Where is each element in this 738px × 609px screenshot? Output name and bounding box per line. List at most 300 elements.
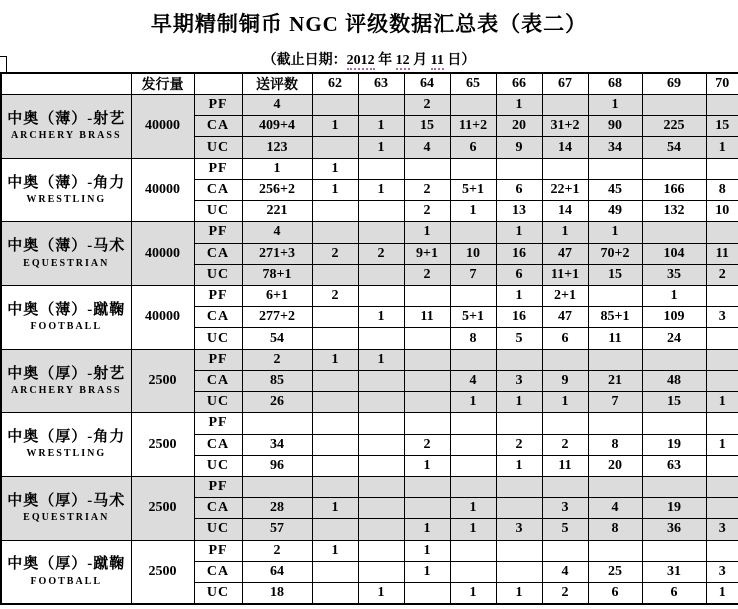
grade-cell bbox=[312, 137, 358, 158]
row-type-cell: PF bbox=[194, 540, 242, 561]
submitted-cell: 277+2 bbox=[242, 307, 312, 328]
grade-cell bbox=[312, 476, 358, 497]
grade-cell bbox=[450, 561, 496, 582]
grade-cell: 24 bbox=[642, 328, 706, 349]
grade-cell: 70+2 bbox=[588, 243, 642, 264]
grade-cell: 2 bbox=[404, 201, 450, 222]
subtitle-label: （截止日期： bbox=[262, 53, 347, 68]
grade-cell: 6 bbox=[642, 583, 706, 604]
grade-cell: 6 bbox=[450, 137, 496, 158]
grade-cell bbox=[312, 95, 358, 116]
page-subtitle: （截止日期：2012 年 12 月 11 日） bbox=[262, 53, 476, 68]
group-name-cell bbox=[1, 349, 131, 413]
grade-cell bbox=[450, 95, 496, 116]
grade-cell: 63 bbox=[642, 455, 706, 476]
group-name-cell bbox=[1, 413, 131, 477]
grade-cell bbox=[312, 370, 358, 391]
grade-cell bbox=[450, 413, 496, 434]
grade-cell bbox=[706, 328, 738, 349]
grade-cell bbox=[312, 434, 358, 455]
grade-cell: 2+1 bbox=[542, 285, 588, 306]
grade-cell bbox=[358, 95, 404, 116]
grade-cell bbox=[404, 370, 450, 391]
group-name-en: ARCHERY BRASS bbox=[10, 130, 122, 142]
grade-cell bbox=[450, 285, 496, 306]
grade-cell bbox=[706, 95, 738, 116]
submitted-cell: 57 bbox=[242, 519, 312, 540]
grade-cell bbox=[312, 201, 358, 222]
row-type-cell: CA bbox=[194, 243, 242, 264]
grade-cell bbox=[706, 222, 738, 243]
grade-cell bbox=[496, 158, 542, 179]
grade-cell: 9+1 bbox=[404, 243, 450, 264]
grade-cell bbox=[542, 413, 588, 434]
grade-cell: 1 bbox=[312, 179, 358, 200]
header-grade-63: 63 bbox=[358, 73, 404, 95]
grade-cell: 1 bbox=[450, 201, 496, 222]
grade-cell: 49 bbox=[588, 201, 642, 222]
grade-cell: 1 bbox=[496, 583, 542, 604]
submitted-cell: 18 bbox=[242, 583, 312, 604]
grade-cell: 54 bbox=[642, 137, 706, 158]
group-name-cell bbox=[1, 222, 131, 286]
grade-cell bbox=[706, 158, 738, 179]
submitted-cell: 4 bbox=[242, 95, 312, 116]
grade-cell: 1 bbox=[404, 455, 450, 476]
issuance-cell: 40000 bbox=[131, 95, 194, 159]
row-type-cell: PF bbox=[194, 158, 242, 179]
grade-cell: 3 bbox=[706, 519, 738, 540]
grade-cell: 1 bbox=[404, 561, 450, 582]
grade-cell: 35 bbox=[642, 264, 706, 285]
row-type-cell: PF bbox=[194, 285, 242, 306]
grade-cell bbox=[496, 540, 542, 561]
grade-cell: 1 bbox=[706, 137, 738, 158]
row-type-cell: UC bbox=[194, 264, 242, 285]
header-grade-69: 69 bbox=[642, 73, 706, 95]
grade-cell: 1 bbox=[496, 222, 542, 243]
grade-cell bbox=[358, 222, 404, 243]
grade-cell bbox=[706, 349, 738, 370]
grade-cell bbox=[358, 498, 404, 519]
grade-cell bbox=[542, 95, 588, 116]
grade-cell: 6 bbox=[496, 264, 542, 285]
header-grade-65: 65 bbox=[450, 73, 496, 95]
grade-cell: 1 bbox=[496, 455, 542, 476]
grade-cell bbox=[358, 561, 404, 582]
grade-cell: 19 bbox=[642, 498, 706, 519]
grade-cell: 48 bbox=[642, 370, 706, 391]
grade-cell: 1 bbox=[358, 349, 404, 370]
grade-cell bbox=[588, 285, 642, 306]
grade-cell bbox=[450, 476, 496, 497]
grade-cell: 6 bbox=[496, 179, 542, 200]
group-name-cell bbox=[1, 476, 131, 540]
grade-cell bbox=[450, 349, 496, 370]
issuance-cell: 40000 bbox=[131, 285, 194, 349]
grade-cell: 11 bbox=[404, 307, 450, 328]
grade-cell bbox=[450, 222, 496, 243]
grade-cell: 1 bbox=[358, 137, 404, 158]
grade-cell: 2 bbox=[404, 264, 450, 285]
grade-cell: 4 bbox=[542, 561, 588, 582]
grade-cell bbox=[542, 540, 588, 561]
table-row bbox=[1, 540, 738, 561]
row-type-cell: PF bbox=[194, 222, 242, 243]
grade-cell bbox=[358, 392, 404, 413]
grade-cell bbox=[542, 476, 588, 497]
row-type-cell: UC bbox=[194, 201, 242, 222]
grade-cell: 2 bbox=[404, 434, 450, 455]
submitted-cell: 34 bbox=[242, 434, 312, 455]
row-type-cell: CA bbox=[194, 179, 242, 200]
grade-cell bbox=[642, 540, 706, 561]
table-row bbox=[1, 349, 738, 370]
grade-cell bbox=[642, 158, 706, 179]
grade-cell: 1 bbox=[312, 116, 358, 137]
grade-cell: 15 bbox=[706, 116, 738, 137]
grade-cell bbox=[706, 498, 738, 519]
header-name-column bbox=[1, 73, 131, 95]
grade-cell: 31 bbox=[642, 561, 706, 582]
grade-cell: 1 bbox=[496, 392, 542, 413]
grade-cell: 21 bbox=[588, 370, 642, 391]
grading-table-body bbox=[1, 95, 738, 605]
group-name-en: WRESTLING bbox=[26, 448, 107, 460]
grade-cell bbox=[404, 392, 450, 413]
grade-cell: 1 bbox=[404, 540, 450, 561]
subtitle-date-month: 12 bbox=[395, 53, 410, 68]
grade-cell: 11 bbox=[542, 455, 588, 476]
header-row bbox=[1, 73, 738, 95]
grade-cell: 2 bbox=[312, 285, 358, 306]
grade-cell: 166 bbox=[642, 179, 706, 200]
grade-cell: 1 bbox=[358, 179, 404, 200]
subtitle-date-day: 11 bbox=[430, 53, 444, 68]
page-title: 早期精制铜币 NGC 评级数据汇总表（表二） bbox=[150, 12, 588, 36]
group-name-cell bbox=[1, 540, 131, 604]
group-name-cn: 中奥（厚）-马术 bbox=[7, 492, 126, 509]
grade-cell: 1 bbox=[542, 222, 588, 243]
issuance-cell: 2500 bbox=[131, 476, 194, 540]
grade-cell: 1 bbox=[542, 392, 588, 413]
grade-cell: 1 bbox=[312, 158, 358, 179]
grade-cell: 15 bbox=[404, 116, 450, 137]
table-row bbox=[1, 413, 738, 434]
grade-cell: 14 bbox=[542, 137, 588, 158]
group-name-en: EQUESTRIAN bbox=[23, 257, 110, 269]
row-type-cell: CA bbox=[194, 370, 242, 391]
grade-cell bbox=[588, 540, 642, 561]
grade-cell bbox=[312, 307, 358, 328]
grade-cell: 132 bbox=[642, 201, 706, 222]
grade-cell bbox=[706, 455, 738, 476]
grade-cell bbox=[404, 328, 450, 349]
grade-cell: 10 bbox=[450, 243, 496, 264]
grade-cell bbox=[358, 264, 404, 285]
header-grade-62: 62 bbox=[312, 73, 358, 95]
grade-cell bbox=[450, 434, 496, 455]
grade-cell bbox=[642, 222, 706, 243]
stray-table-fragment bbox=[0, 56, 7, 73]
grade-cell: 225 bbox=[642, 116, 706, 137]
group-name-cell bbox=[1, 285, 131, 349]
group-name-en: FOOTBALL bbox=[30, 575, 103, 587]
grade-cell: 3 bbox=[706, 307, 738, 328]
group-name-en: EQUESTRIAN bbox=[23, 512, 110, 524]
grade-cell bbox=[496, 498, 542, 519]
grade-cell bbox=[588, 476, 642, 497]
table-row bbox=[1, 285, 738, 306]
grade-cell: 25 bbox=[588, 561, 642, 582]
subtitle-date-year: 2012 bbox=[346, 53, 375, 68]
grade-cell: 1 bbox=[312, 498, 358, 519]
submitted-cell: 1 bbox=[242, 158, 312, 179]
grade-cell bbox=[404, 476, 450, 497]
grade-cell: 20 bbox=[588, 455, 642, 476]
grade-cell bbox=[496, 349, 542, 370]
grade-cell: 22+1 bbox=[542, 179, 588, 200]
grade-cell: 1 bbox=[588, 222, 642, 243]
grade-cell bbox=[404, 158, 450, 179]
submitted-cell: 64 bbox=[242, 561, 312, 582]
grade-cell bbox=[404, 583, 450, 604]
grade-cell: 15 bbox=[588, 264, 642, 285]
grade-cell bbox=[358, 455, 404, 476]
grade-cell: 2 bbox=[542, 434, 588, 455]
grade-cell bbox=[312, 222, 358, 243]
table-row bbox=[1, 95, 738, 116]
grade-cell: 5+1 bbox=[450, 179, 496, 200]
grade-cell bbox=[358, 370, 404, 391]
grade-cell: 1 bbox=[496, 95, 542, 116]
row-type-cell: PF bbox=[194, 95, 242, 116]
row-type-cell: CA bbox=[194, 116, 242, 137]
grade-cell: 2 bbox=[404, 179, 450, 200]
grade-cell: 1 bbox=[450, 583, 496, 604]
grade-cell bbox=[706, 540, 738, 561]
grade-cell: 1 bbox=[358, 307, 404, 328]
grade-cell bbox=[588, 349, 642, 370]
grade-cell: 36 bbox=[642, 519, 706, 540]
submitted-cell: 271+3 bbox=[242, 243, 312, 264]
grade-cell: 1 bbox=[404, 222, 450, 243]
submitted-cell: 26 bbox=[242, 392, 312, 413]
grade-cell: 16 bbox=[496, 243, 542, 264]
grade-cell: 1 bbox=[358, 583, 404, 604]
grade-cell: 47 bbox=[542, 243, 588, 264]
grade-cell: 1 bbox=[450, 392, 496, 413]
table-row bbox=[1, 476, 738, 497]
grade-cell bbox=[358, 434, 404, 455]
grade-cell: 1 bbox=[706, 583, 738, 604]
grade-cell: 8 bbox=[588, 519, 642, 540]
grade-cell: 1 bbox=[450, 519, 496, 540]
grade-cell: 5 bbox=[542, 519, 588, 540]
grade-cell: 10 bbox=[706, 201, 738, 222]
grade-cell bbox=[706, 285, 738, 306]
submitted-cell: 78+1 bbox=[242, 264, 312, 285]
grade-cell bbox=[358, 413, 404, 434]
grade-cell bbox=[496, 476, 542, 497]
group-name-cell bbox=[1, 95, 131, 159]
grade-cell: 31+2 bbox=[542, 116, 588, 137]
row-type-cell: UC bbox=[194, 328, 242, 349]
grade-cell: 14 bbox=[542, 201, 588, 222]
grade-cell: 7 bbox=[588, 392, 642, 413]
grade-cell bbox=[450, 540, 496, 561]
grade-cell: 2 bbox=[542, 583, 588, 604]
header-grade-70: 70 bbox=[706, 73, 738, 95]
submitted-cell: 4 bbox=[242, 222, 312, 243]
grade-cell: 1 bbox=[706, 392, 738, 413]
grade-cell: 16 bbox=[496, 307, 542, 328]
grade-cell: 104 bbox=[642, 243, 706, 264]
grade-cell: 6 bbox=[588, 583, 642, 604]
grade-cell bbox=[588, 158, 642, 179]
grade-cell bbox=[358, 201, 404, 222]
grade-cell: 2 bbox=[404, 95, 450, 116]
submitted-cell: 2 bbox=[242, 349, 312, 370]
grade-cell: 2 bbox=[496, 434, 542, 455]
issuance-cell: 2500 bbox=[131, 413, 194, 477]
grade-cell: 2 bbox=[358, 243, 404, 264]
grade-cell: 47 bbox=[542, 307, 588, 328]
grade-cell: 1 bbox=[312, 540, 358, 561]
grade-cell: 1 bbox=[358, 116, 404, 137]
group-name-cn: 中奥（厚）-蹴鞠 bbox=[7, 556, 126, 573]
grade-cell: 5 bbox=[496, 328, 542, 349]
submitted-cell: 85 bbox=[242, 370, 312, 391]
grade-cell bbox=[312, 392, 358, 413]
grade-cell bbox=[450, 158, 496, 179]
submitted-cell: 221 bbox=[242, 201, 312, 222]
submitted-cell: 54 bbox=[242, 328, 312, 349]
grade-cell bbox=[706, 413, 738, 434]
grade-cell: 4 bbox=[450, 370, 496, 391]
grade-cell: 20 bbox=[496, 116, 542, 137]
grade-cell: 15 bbox=[642, 392, 706, 413]
grade-cell: 11+1 bbox=[542, 264, 588, 285]
grade-cell: 1 bbox=[642, 285, 706, 306]
grade-cell bbox=[706, 370, 738, 391]
grade-cell bbox=[404, 498, 450, 519]
issuance-cell: 40000 bbox=[131, 222, 194, 286]
row-type-cell: CA bbox=[194, 561, 242, 582]
header-grade-68: 68 bbox=[588, 73, 642, 95]
grade-cell: 4 bbox=[404, 137, 450, 158]
grade-cell: 8 bbox=[588, 434, 642, 455]
grade-cell: 11 bbox=[706, 243, 738, 264]
grade-cell bbox=[542, 158, 588, 179]
grade-cell bbox=[312, 413, 358, 434]
submitted-cell: 96 bbox=[242, 455, 312, 476]
group-name-en: WRESTLING bbox=[26, 193, 107, 205]
row-type-cell: UC bbox=[194, 455, 242, 476]
row-type-cell: UC bbox=[194, 137, 242, 158]
header-grade-67: 67 bbox=[542, 73, 588, 95]
row-type-cell: CA bbox=[194, 498, 242, 519]
submitted-cell: 123 bbox=[242, 137, 312, 158]
grade-cell: 3 bbox=[542, 498, 588, 519]
row-type-cell: UC bbox=[194, 519, 242, 540]
grade-cell bbox=[588, 413, 642, 434]
header-grade-64: 64 bbox=[404, 73, 450, 95]
row-type-cell: CA bbox=[194, 434, 242, 455]
submitted-cell bbox=[242, 476, 312, 497]
grade-cell: 11 bbox=[588, 328, 642, 349]
grade-cell bbox=[642, 476, 706, 497]
group-name-cn: 中奥（厚）-射艺 bbox=[7, 365, 126, 382]
grade-cell bbox=[404, 285, 450, 306]
header-type-column bbox=[194, 73, 242, 95]
group-name-cell bbox=[1, 158, 131, 222]
grade-cell: 9 bbox=[542, 370, 588, 391]
grade-cell: 3 bbox=[496, 519, 542, 540]
grade-cell: 19 bbox=[642, 434, 706, 455]
header-issuance-column: 发行量 bbox=[131, 73, 194, 95]
group-name-en: ARCHERY BRASS bbox=[10, 384, 122, 396]
issuance-cell: 2500 bbox=[131, 540, 194, 604]
grade-cell: 1 bbox=[404, 519, 450, 540]
grade-cell: 90 bbox=[588, 116, 642, 137]
grade-cell: 34 bbox=[588, 137, 642, 158]
row-type-cell: CA bbox=[194, 307, 242, 328]
grade-cell: 109 bbox=[642, 307, 706, 328]
grade-cell bbox=[312, 561, 358, 582]
grade-cell bbox=[358, 285, 404, 306]
row-type-cell: UC bbox=[194, 583, 242, 604]
grade-cell: 7 bbox=[450, 264, 496, 285]
grade-cell bbox=[312, 328, 358, 349]
grade-cell: 1 bbox=[312, 349, 358, 370]
grade-cell: 2 bbox=[706, 264, 738, 285]
submitted-cell: 409+4 bbox=[242, 116, 312, 137]
grade-cell: 1 bbox=[496, 285, 542, 306]
grade-cell: 45 bbox=[588, 179, 642, 200]
submitted-cell: 256+2 bbox=[242, 179, 312, 200]
grade-cell bbox=[312, 519, 358, 540]
issuance-cell: 2500 bbox=[131, 349, 194, 413]
grade-cell bbox=[358, 476, 404, 497]
row-type-cell: PF bbox=[194, 413, 242, 434]
grade-cell bbox=[312, 455, 358, 476]
grade-cell bbox=[642, 349, 706, 370]
grade-cell: 9 bbox=[496, 137, 542, 158]
grade-cell bbox=[358, 158, 404, 179]
group-name-cn: 中奥（厚）-角力 bbox=[7, 429, 126, 446]
row-type-cell: PF bbox=[194, 349, 242, 370]
submitted-cell: 2 bbox=[242, 540, 312, 561]
grading-table bbox=[0, 72, 738, 605]
row-type-cell: UC bbox=[194, 392, 242, 413]
grade-cell: 8 bbox=[706, 179, 738, 200]
grade-cell: 11+2 bbox=[450, 116, 496, 137]
grade-cell bbox=[496, 561, 542, 582]
group-name-cn: 中奥（薄）-角力 bbox=[7, 174, 126, 191]
grade-cell bbox=[358, 519, 404, 540]
grade-cell bbox=[496, 413, 542, 434]
table-row bbox=[1, 222, 738, 243]
grade-cell bbox=[404, 349, 450, 370]
grade-cell bbox=[358, 328, 404, 349]
grade-cell: 4 bbox=[588, 498, 642, 519]
grade-cell bbox=[404, 413, 450, 434]
submitted-cell: 28 bbox=[242, 498, 312, 519]
grade-cell: 8 bbox=[450, 328, 496, 349]
submitted-cell: 6+1 bbox=[242, 285, 312, 306]
grade-cell: 85+1 bbox=[588, 307, 642, 328]
